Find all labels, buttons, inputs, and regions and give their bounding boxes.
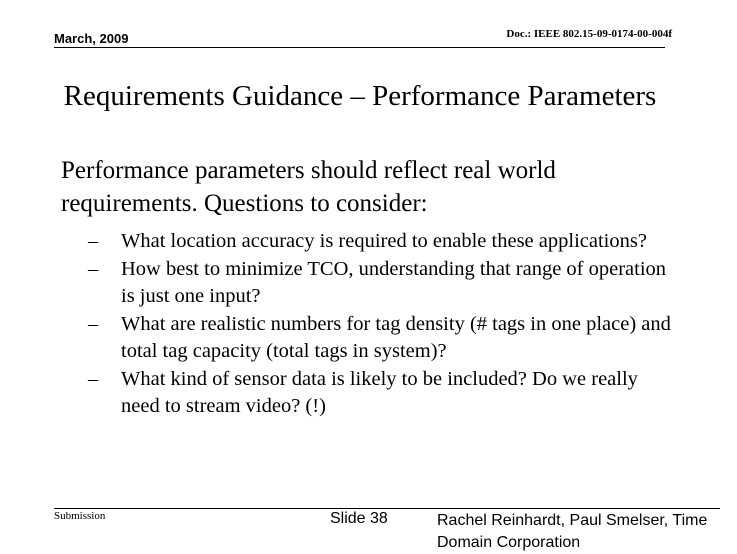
list-item: [88, 366, 678, 420]
header-divider: [54, 47, 665, 48]
list-item: [88, 256, 678, 310]
question-list: [88, 228, 678, 421]
lead-paragraph: Performance parameters should reflect real world requirements. Questions to consider:: [61, 157, 556, 217]
list-item-text: How best to minimize TCO, understanding that range of operation is just one input?: [121, 258, 667, 307]
footer-submission: Submission: [54, 510, 106, 522]
dash-bullet: –: [88, 313, 99, 335]
list-item-text: What kind of sensor data is likely to be included? Do we really need to stream video? (!): [121, 368, 638, 417]
footer-divider: [54, 508, 720, 509]
slide-number: Slide 38: [330, 510, 388, 527]
list-item: [88, 311, 678, 365]
list-item-text: What are realistic numbers for tag density (# tags in one place) and total tag capacity (total tags in system)?: [121, 313, 671, 362]
footer-author: Rachel Reinhardt, Paul Smelser, Time Domain Corporation: [437, 512, 708, 551]
document-id: Doc.: IEEE 802.15-09-0174-00-004f: [506, 28, 672, 40]
list-item-text: What location accuracy is required to enable these applications?: [121, 230, 647, 252]
list-item: [88, 228, 678, 255]
slide-title: Requirements Guidance – Performance Parameters: [63, 80, 657, 112]
dash-bullet: –: [88, 368, 99, 390]
header-date: March, 2009: [54, 31, 129, 46]
dash-bullet: –: [88, 258, 99, 280]
dash-bullet: –: [88, 230, 99, 252]
